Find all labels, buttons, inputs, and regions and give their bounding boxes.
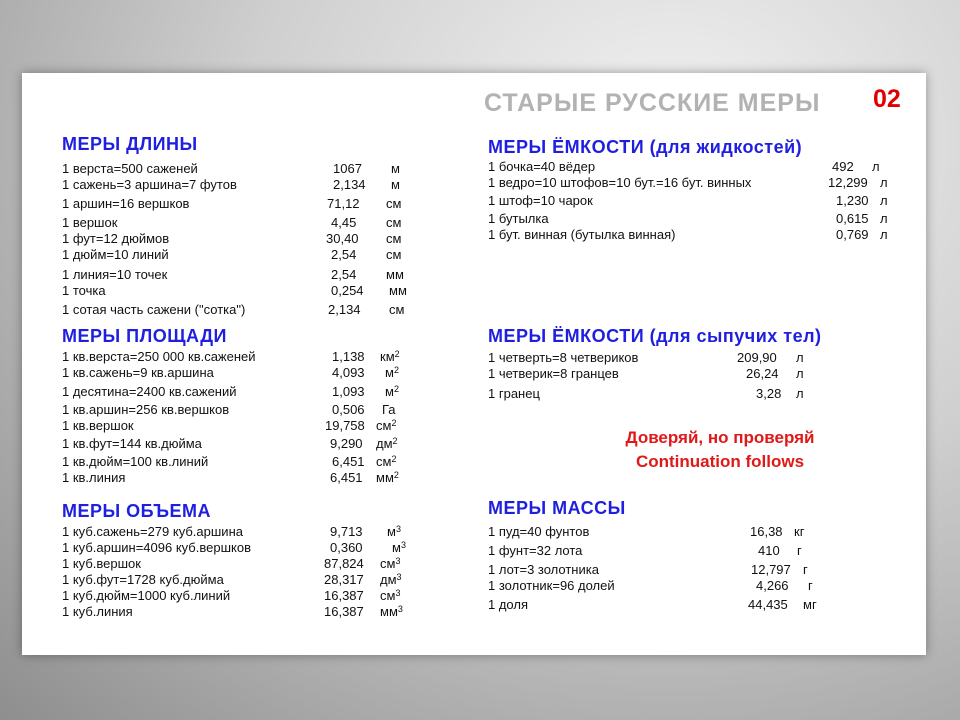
table-row: 1 куб.вершок 87,824 $см^3$: [62, 556, 401, 571]
table-row: 1 бочка=40 вёдер 492 л: [488, 159, 880, 174]
table-row: 1 пуд=40 фунтов 16,38 кг: [488, 524, 805, 539]
table-row: 1 золотник=96 долей 4,266 г: [488, 578, 813, 593]
table-row: 1 линия=10 точек 2,54 мм: [62, 267, 404, 282]
section-dry: [488, 325, 908, 402]
section-heading: МЕРЫ ОБЪЕМА: [62, 501, 212, 521]
slide-number: 02: [873, 85, 901, 113]
table-row: 1 четверть=8 четвериков 209,90 л: [488, 350, 804, 365]
section-area: [62, 325, 442, 486]
slide-title: СТАРЫЕ РУССКИЕ МЕРЫ: [484, 89, 821, 117]
table-row: 1 кв.дюйм=100 кв.линий 6,451 $см^2$: [62, 454, 397, 469]
table-row: 1 аршин=16 вершков 71,12 см: [62, 196, 402, 211]
table-row: 1 фут=12 дюймов 30,40 см: [62, 231, 402, 246]
table-row: 1 сажень=3 аршина=7 футов 2,134 м: [62, 177, 400, 192]
section-heading: МЕРЫ ЁМКОСТИ (для сыпучих тел): [488, 326, 822, 346]
table-row: 1 кв.аршин=256 кв.вершков 0,506 Га: [62, 402, 396, 417]
table-row: 1 куб.линия 16,387 $мм^3$: [62, 604, 403, 619]
note-line-1: Доверяй, но проверяй: [625, 428, 815, 447]
note-line-2: Continuation follows: [635, 452, 805, 471]
table-row: 1 бут. винная (бутылка винная) 0,769 л: [488, 227, 888, 242]
table-row: 1 вершок 4,45 см: [62, 215, 402, 230]
table-row: 1 куб.фут=1728 куб.дюйма 28,317 $дм^3$: [62, 572, 402, 587]
table-row: 1 верста=500 саженей 1067 м: [62, 161, 400, 176]
table-row: 1 бутылка 0,615 л: [488, 211, 888, 226]
table-row: 1 кв.сажень=9 кв.аршина 4,093 $м^2$: [62, 365, 399, 380]
section-heading: МЕРЫ МАССЫ: [488, 498, 626, 518]
table-row: 1 ведро=10 штофов=10 бут.=16 бут. винных 12,299 л: [488, 175, 888, 190]
table-row: 1 куб.сажень=279 куб.аршина 9,713 $м^3$: [62, 524, 401, 539]
section-volume: [62, 500, 442, 620]
table-row: 1 гранец 3,28 л: [488, 386, 804, 401]
table-row: 1 десятина=2400 кв.сажений 1,093 $м^2$: [62, 384, 399, 399]
section-mass: [488, 497, 908, 613]
table-row: 1 фунт=32 лота 410 г: [488, 543, 802, 558]
section-heading: МЕРЫ ДЛИНЫ: [62, 134, 198, 154]
table-row: 1 сотая часть сажени ("сотка") 2,134 см: [62, 302, 405, 317]
table-row: 1 дюйм=10 линий 2,54 см: [62, 247, 402, 262]
table-row: 1 точка 0,254 мм: [62, 283, 407, 298]
table-row: 1 куб.аршин=4096 куб.вершков 0,360 $м^3$: [62, 540, 406, 555]
section-length: [62, 133, 442, 318]
table-row: 1 кв.верста=250 000 кв.саженей 1,138 $км^2$: [62, 349, 400, 364]
section-liquid: [488, 136, 908, 243]
table-row: 1 доля 44,435 мг: [488, 597, 817, 612]
section-heading: МЕРЫ ПЛОЩАДИ: [62, 326, 227, 346]
table-row: 1 четверик=8 гранцев 26,24 л: [488, 366, 804, 381]
table-row: 1 кв.линия 6,451 $мм^2$: [62, 470, 399, 485]
table-row: 1 лот=3 золотника 12,797 г: [488, 562, 808, 577]
table-row: 1 штоф=10 чарок 1,230 л: [488, 193, 888, 208]
table-row: 1 кв.фут=144 кв.дюйма 9,290 $дм^2$: [62, 436, 398, 451]
table-row: 1 куб.дюйм=1000 куб.линий 16,387 $см^3$: [62, 588, 401, 603]
table-row: 1 кв.вершок 19,758 $см^2$: [62, 418, 397, 433]
section-heading: МЕРЫ ЁМКОСТИ (для жидкостей): [488, 137, 803, 157]
